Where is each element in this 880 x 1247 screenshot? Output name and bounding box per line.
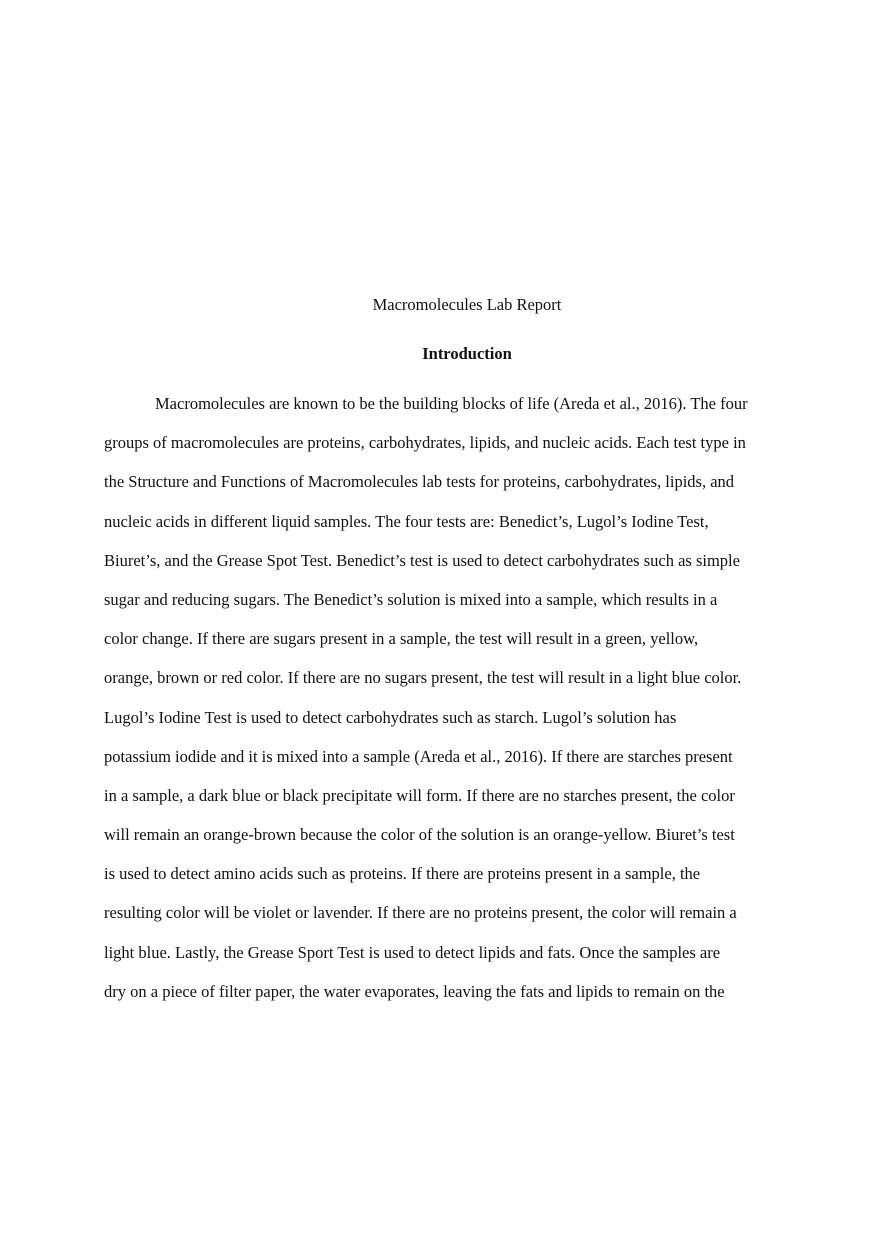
paragraph-line: Biuret’s, and the Grease Spot Test. Benedict’s test is used to detect carbohydrates such as simple (104, 550, 740, 570)
paragraph-line: orange, brown or red color. If there are no sugars present, the test will result in a light blue color. (104, 668, 742, 688)
section-heading-introduction: Introduction (422, 344, 512, 363)
introduction-paragraph (104, 393, 784, 1020)
paragraph-line: light blue. Lastly, the Grease Sport Test is used to detect lipids and fats. Once the samples are (104, 942, 721, 962)
paragraph-line: potassium iodide and it is mixed into a sample (Areda et al., 2016). If there are starches present (104, 746, 733, 766)
document-title: Macromolecules Lab Report (372, 295, 562, 314)
paragraph-line: sugar and reducing sugars. The Benedict’s solution is mixed into a sample, which results in a (104, 589, 718, 609)
paragraph-line: will remain an orange-brown because the color of the solution is an orange-yellow. Biuret’s test (104, 825, 735, 845)
paragraph-line: in a sample, a dark blue or black precipitate will form. If there are no starches present, the color (104, 785, 735, 805)
paragraph-line: the Structure and Functions of Macromolecules lab tests for proteins, carbohydrates, lipids, and (104, 472, 735, 492)
paragraph-line: Macromolecules are known to be the building blocks of life (Areda et al., 2016). The four (155, 394, 748, 413)
paragraph-line: groups of macromolecules are proteins, carbohydrates, lipids, and nucleic acids. Each test type in (104, 433, 746, 453)
paragraph-line: Lugol’s Iodine Test is used to detect carbohydrates such as starch. Lugol’s solution has (104, 707, 677, 727)
paragraph-line: dry on a piece of filter paper, the water evaporates, leaving the fats and lipids to remain on the (104, 981, 725, 1001)
paragraph-line: resulting color will be violet or lavender. If there are no proteins present, the color will remain a (104, 903, 737, 923)
paragraph-line: is used to detect amino acids such as proteins. If there are proteins present in a sample, the (104, 864, 701, 884)
paragraph-line: color change. If there are sugars present in a sample, the test will result in a green, yellow, (104, 629, 699, 649)
paragraph-line: nucleic acids in different liquid samples. The four tests are: Benedict’s, Lugol’s Iodine Test, (104, 511, 709, 531)
